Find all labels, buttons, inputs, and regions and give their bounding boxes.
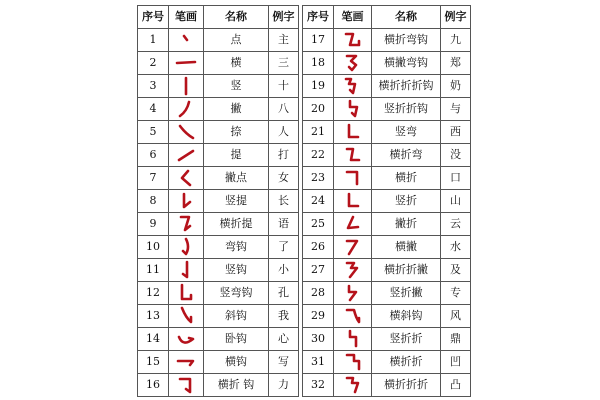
table-row	[303, 75, 471, 98]
row-number: 21	[303, 121, 334, 144]
shuwangou-stroke-icon	[174, 283, 198, 303]
row-number: 22	[303, 144, 334, 167]
example-character: 我	[269, 305, 299, 328]
row-number: 28	[303, 282, 334, 305]
row-number: 13	[138, 305, 169, 328]
example-character: 女	[269, 167, 299, 190]
hengzheti-stroke-icon	[174, 214, 198, 234]
table-row	[138, 98, 299, 121]
header-name: 名称	[204, 6, 269, 29]
table-row	[303, 98, 471, 121]
stroke-name: 横折折折	[372, 374, 441, 397]
hengpie-stroke-icon	[334, 236, 372, 259]
example-character: 了	[269, 236, 299, 259]
wangou-stroke-icon	[169, 236, 204, 259]
row-number: 27	[303, 259, 334, 282]
table-row	[303, 213, 471, 236]
hengzhezhezhe-stroke-icon	[334, 374, 372, 397]
piedian-stroke-icon	[174, 168, 198, 188]
stroke-name: 横钩	[204, 351, 269, 374]
example-character: 郑	[441, 52, 471, 75]
table-row	[303, 305, 471, 328]
hengzhegou-stroke-icon	[174, 375, 198, 395]
stroke-name: 横	[204, 52, 269, 75]
row-number: 14	[138, 328, 169, 351]
table-row	[303, 29, 471, 52]
row-number: 15	[138, 351, 169, 374]
shuzhezhe-stroke-icon	[334, 328, 372, 351]
table-row	[138, 144, 299, 167]
stroke-name: 弯钩	[204, 236, 269, 259]
table-row	[138, 213, 299, 236]
table-row	[138, 374, 299, 397]
pie-stroke-icon	[174, 99, 198, 119]
stroke-name: 竖弯	[372, 121, 441, 144]
table-row	[138, 236, 299, 259]
shuzhepie-stroke-icon	[334, 282, 372, 305]
header-stroke: 笔画	[169, 6, 204, 29]
row-number: 7	[138, 167, 169, 190]
example-character: 及	[441, 259, 471, 282]
table-row	[138, 282, 299, 305]
row-number: 1	[138, 29, 169, 52]
example-character: 山	[441, 190, 471, 213]
header-no: 序号	[138, 6, 169, 29]
shugou-stroke-icon	[174, 260, 198, 280]
wangou-stroke-icon	[174, 237, 198, 257]
stroke-name: 横折弯	[372, 144, 441, 167]
row-number: 26	[303, 236, 334, 259]
table-row	[303, 282, 471, 305]
stroke-name: 斜钩	[204, 305, 269, 328]
hengxiegou-stroke-icon	[334, 305, 372, 328]
stroke-name: 横折	[372, 167, 441, 190]
hengxiegou-stroke-icon	[341, 306, 365, 326]
row-number: 16	[138, 374, 169, 397]
stroke-name: 撇折	[372, 213, 441, 236]
stroke-name: 竖	[204, 75, 269, 98]
table-row	[303, 374, 471, 397]
table-row	[138, 52, 299, 75]
row-number: 12	[138, 282, 169, 305]
example-character: 口	[441, 167, 471, 190]
shu-stroke-icon	[174, 76, 198, 96]
stroke-name: 竖折	[372, 190, 441, 213]
example-character: 长	[269, 190, 299, 213]
example-character: 语	[269, 213, 299, 236]
shuzhezhegou-stroke-icon	[334, 98, 372, 121]
piedian-stroke-icon	[169, 167, 204, 190]
hengzhezhezhegou-stroke-icon	[341, 76, 365, 96]
stroke-name: 横折折	[372, 351, 441, 374]
shugou-stroke-icon	[169, 259, 204, 282]
stroke-name: 竖折折	[372, 328, 441, 351]
stroke-table-right	[302, 5, 471, 397]
table-row	[303, 351, 471, 374]
stroke-name: 卧钩	[204, 328, 269, 351]
table-row	[303, 236, 471, 259]
na-stroke-icon	[169, 121, 204, 144]
hengzhewan-stroke-icon	[341, 145, 365, 165]
shuwan-stroke-icon	[341, 122, 365, 142]
row-number: 31	[303, 351, 334, 374]
example-character: 云	[441, 213, 471, 236]
row-number: 4	[138, 98, 169, 121]
henggou-stroke-icon	[174, 352, 198, 372]
stroke-name: 点	[204, 29, 269, 52]
example-character: 心	[269, 328, 299, 351]
shuzhe-stroke-icon	[341, 191, 365, 211]
shuzhe-stroke-icon	[334, 190, 372, 213]
hengzhewangou-stroke-icon	[341, 30, 365, 50]
table-row	[138, 190, 299, 213]
stroke-name: 竖折撇	[372, 282, 441, 305]
table-row	[138, 121, 299, 144]
pie-stroke-icon	[169, 98, 204, 121]
table-row	[303, 259, 471, 282]
xiegou-stroke-icon	[169, 305, 204, 328]
hengzheti-stroke-icon	[169, 213, 204, 236]
table-row	[303, 144, 471, 167]
table-row	[303, 190, 471, 213]
hengzhezhe-stroke-icon	[334, 351, 372, 374]
heng-stroke-icon	[174, 53, 198, 73]
example-character: 鼎	[441, 328, 471, 351]
header-row	[138, 6, 299, 29]
example-character: 孔	[269, 282, 299, 305]
stroke-name: 横折折撇	[372, 259, 441, 282]
table-row	[138, 167, 299, 190]
wogou-stroke-icon	[174, 329, 198, 349]
hengzhe-stroke-icon	[341, 168, 365, 188]
piezhe-stroke-icon	[334, 213, 372, 236]
example-character: 写	[269, 351, 299, 374]
example-character: 凸	[441, 374, 471, 397]
row-number: 10	[138, 236, 169, 259]
table-row	[138, 29, 299, 52]
row-number: 2	[138, 52, 169, 75]
row-number: 24	[303, 190, 334, 213]
hengpie-stroke-icon	[341, 237, 365, 257]
example-character: 专	[441, 282, 471, 305]
table-row	[138, 305, 299, 328]
table-row	[303, 52, 471, 75]
header-no: 序号	[303, 6, 334, 29]
stroke-name: 横斜钩	[372, 305, 441, 328]
ti-stroke-icon	[174, 145, 198, 165]
hengzhewangou-stroke-icon	[334, 29, 372, 52]
row-number: 30	[303, 328, 334, 351]
example-character: 八	[269, 98, 299, 121]
shuzhepie-stroke-icon	[341, 283, 365, 303]
ti-stroke-icon	[169, 144, 204, 167]
henggou-stroke-icon	[169, 351, 204, 374]
header-name: 名称	[372, 6, 441, 29]
example-character: 没	[441, 144, 471, 167]
example-character: 三	[269, 52, 299, 75]
example-character: 主	[269, 29, 299, 52]
example-character: 西	[441, 121, 471, 144]
header-example: 例字	[441, 6, 471, 29]
example-character: 水	[441, 236, 471, 259]
example-character: 小	[269, 259, 299, 282]
hengzhezhepie-stroke-icon	[341, 260, 365, 280]
hengzhezhezhegou-stroke-icon	[334, 75, 372, 98]
stroke-name: 竖弯钩	[204, 282, 269, 305]
heng-stroke-icon	[169, 52, 204, 75]
shuwangou-stroke-icon	[169, 282, 204, 305]
example-character: 与	[441, 98, 471, 121]
xiegou-stroke-icon	[174, 306, 198, 326]
example-character: 人	[269, 121, 299, 144]
stroke-name: 竖提	[204, 190, 269, 213]
row-number: 9	[138, 213, 169, 236]
row-number: 17	[303, 29, 334, 52]
shuti-stroke-icon	[174, 191, 198, 211]
hengzhezhepie-stroke-icon	[334, 259, 372, 282]
dian-stroke-icon	[169, 29, 204, 52]
example-character: 力	[269, 374, 299, 397]
header-example: 例字	[269, 6, 299, 29]
table-row	[138, 351, 299, 374]
stroke-name: 撇点	[204, 167, 269, 190]
stroke-name: 提	[204, 144, 269, 167]
hengzhewan-stroke-icon	[334, 144, 372, 167]
row-number: 6	[138, 144, 169, 167]
piezhe-stroke-icon	[341, 214, 365, 234]
row-number: 11	[138, 259, 169, 282]
example-character: 风	[441, 305, 471, 328]
row-number: 20	[303, 98, 334, 121]
stroke-name: 横撇	[372, 236, 441, 259]
stroke-name: 横折 钩	[204, 374, 269, 397]
example-character: 打	[269, 144, 299, 167]
shuzhezhe-stroke-icon	[341, 329, 365, 349]
row-number: 23	[303, 167, 334, 190]
table-row	[303, 121, 471, 144]
stroke-name: 横折折折钩	[372, 75, 441, 98]
stroke-name: 横折提	[204, 213, 269, 236]
example-character: 十	[269, 75, 299, 98]
table-row	[303, 328, 471, 351]
stroke-name: 撇	[204, 98, 269, 121]
dian-stroke-icon	[174, 30, 198, 50]
table-row	[138, 259, 299, 282]
shuti-stroke-icon	[169, 190, 204, 213]
row-number: 29	[303, 305, 334, 328]
table-row	[138, 75, 299, 98]
row-number: 8	[138, 190, 169, 213]
header-row	[303, 6, 471, 29]
stroke-name: 竖折折钩	[372, 98, 441, 121]
example-character: 凹	[441, 351, 471, 374]
row-number: 5	[138, 121, 169, 144]
row-number: 18	[303, 52, 334, 75]
hengzhe-stroke-icon	[334, 167, 372, 190]
row-number: 3	[138, 75, 169, 98]
hengzhegou-stroke-icon	[169, 374, 204, 397]
stroke-name: 横撇弯钩	[372, 52, 441, 75]
shuzhezhegou-stroke-icon	[341, 99, 365, 119]
table-row	[303, 167, 471, 190]
example-character: 九	[441, 29, 471, 52]
row-number: 32	[303, 374, 334, 397]
header-stroke: 笔画	[334, 6, 372, 29]
stroke-name: 竖钩	[204, 259, 269, 282]
na-stroke-icon	[174, 122, 198, 142]
shu-stroke-icon	[169, 75, 204, 98]
wogou-stroke-icon	[169, 328, 204, 351]
row-number: 19	[303, 75, 334, 98]
hengpiewangou-stroke-icon	[334, 52, 372, 75]
row-number: 25	[303, 213, 334, 236]
hengzhezhezhe-stroke-icon	[341, 375, 365, 395]
example-character: 奶	[441, 75, 471, 98]
shuwan-stroke-icon	[334, 121, 372, 144]
hengpiewangou-stroke-icon	[341, 53, 365, 73]
stroke-name: 捺	[204, 121, 269, 144]
table-row	[138, 328, 299, 351]
stroke-name: 横折弯钩	[372, 29, 441, 52]
stroke-table-left	[137, 5, 299, 397]
hengzhezhe-stroke-icon	[341, 352, 365, 372]
